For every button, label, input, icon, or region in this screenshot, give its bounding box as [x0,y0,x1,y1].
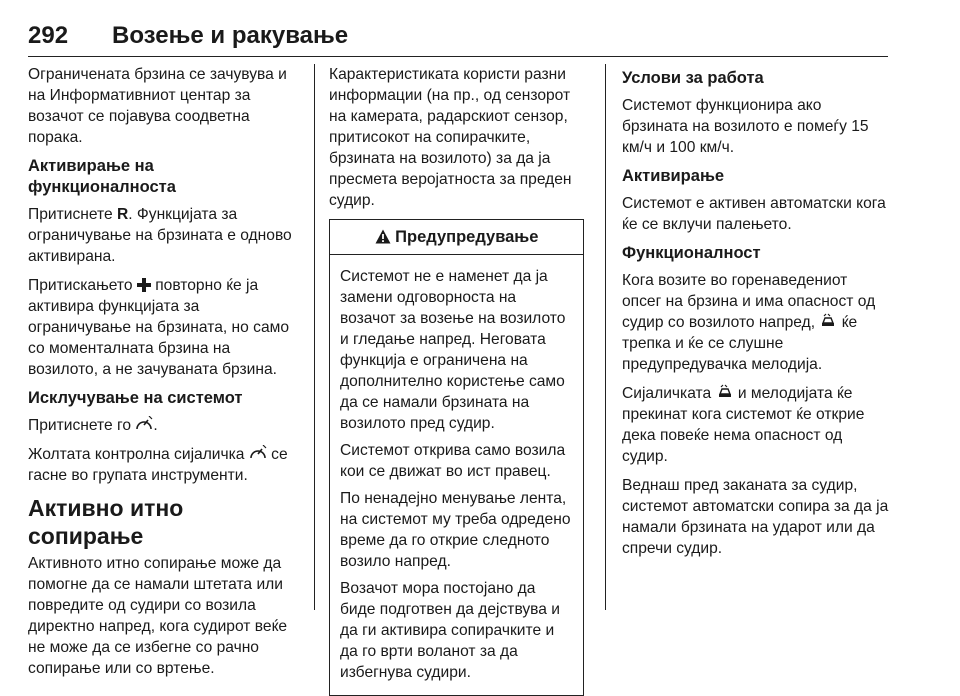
speed-limiter-icon [249,445,267,461]
column-left [28,64,298,687]
acc-heading: Активно итно сопирање [28,495,184,549]
speed-limiter-icon [135,416,153,432]
conditions-heading: Услови за работа [622,69,764,87]
warning-paragraph-1: Системот не е наменет да ја замени одговорноста на возачот за возење на возилото и гледање напред. Неговата функција е ограничена на дополнително користење само да се намали брзината на возилото пред судир. [340,268,566,432]
activation-paragraph: Системот е активен автоматски кога ќе се вклучи палењето. [622,195,886,233]
column-right [622,64,890,567]
activation-heading: Активирање на функционалноста [28,157,176,196]
r-key-label: R [116,206,129,223]
warning-title: Предупредување [395,228,539,246]
function-paragraph-2: Сијаличката и мелодијата ќе прекинат кога системот ќе открие дека повеќе нема опасност од судир. [622,385,865,465]
warning-body [330,255,583,695]
disable-heading: Исклучување на системот [28,389,243,407]
conditions-paragraph: Системот функционира ако брзината на возилото е помеѓу 15 км/ч и 100 км/ч. [622,97,869,156]
intro-paragraph: Ограничената брзина се зачувува и на Информативниот центар за возачот се појавува соодветна порака. [28,66,287,146]
page-header [28,22,888,57]
function-heading: Функционалност [622,244,761,262]
column-divider [314,64,315,610]
column-middle [329,64,584,696]
warning-paragraph-3: По ненадејно менување лента, на системот му треба одредено време да го открие следното возило напред. [340,490,571,570]
activation-paragraph-2: Притискањето повторно ќе ја активира функцијата за ограничување на брзината, но само со моменталната брзина на возилото, а не зачуваната брзина. [28,277,290,378]
activation-paragraph-1: Притиснете R. Функцијата за ограничување на брзината е одново активирана. [28,206,292,265]
function-paragraph-1: Кога возите во горенаведениот опсег на брзина и има опасност од судир со возилото напред, ќе трепка и ќе се слушне предупредувачка мелодија. [622,272,876,373]
car-ahead-icon [819,313,837,329]
disable-paragraph-2: Жолтата контролна сијаличка се гасне во групата инструменти. [28,446,288,484]
column-divider [605,64,606,610]
plus-icon [137,278,151,292]
warning-triangle-icon [375,229,391,244]
acc-paragraph: Активното итно сопирање може да помогне да се намали штетата или повредите од судири со возила директно напред, кога судирот веќе не може да се избегне со рачно сопирање или со вртење. [28,555,288,677]
section-title: Возење и ракување [112,22,349,49]
warning-box [329,219,584,696]
function-paragraph-3: Веднаш пред заканата за судир, системот автоматски сопира за да ја намали брзината на ударот или да спречи судир. [622,477,889,557]
sensor-info-paragraph: Карактеристиката користи разни информации (на пр., од сензорот на камерата, радарскиот сензор, притисокот на сопирачките, брзината на возилото) за да ја пресмета веројатноста за преден судир. [329,66,572,209]
disable-paragraph-1: Притиснете го . [28,417,158,434]
car-ahead-icon [716,384,734,400]
warning-paragraph-2: Системот открива само возила кои се движат во ист правец. [340,442,566,480]
warning-paragraph-4: Возачот мора постојано да биде подготвен да дејствува и да ги активира сопирачките и да го врти воланот за да избегнува судири. [340,580,561,681]
activation-heading: Активирање [622,167,725,185]
page-number: 292 [28,22,69,49]
warning-header [330,220,583,255]
